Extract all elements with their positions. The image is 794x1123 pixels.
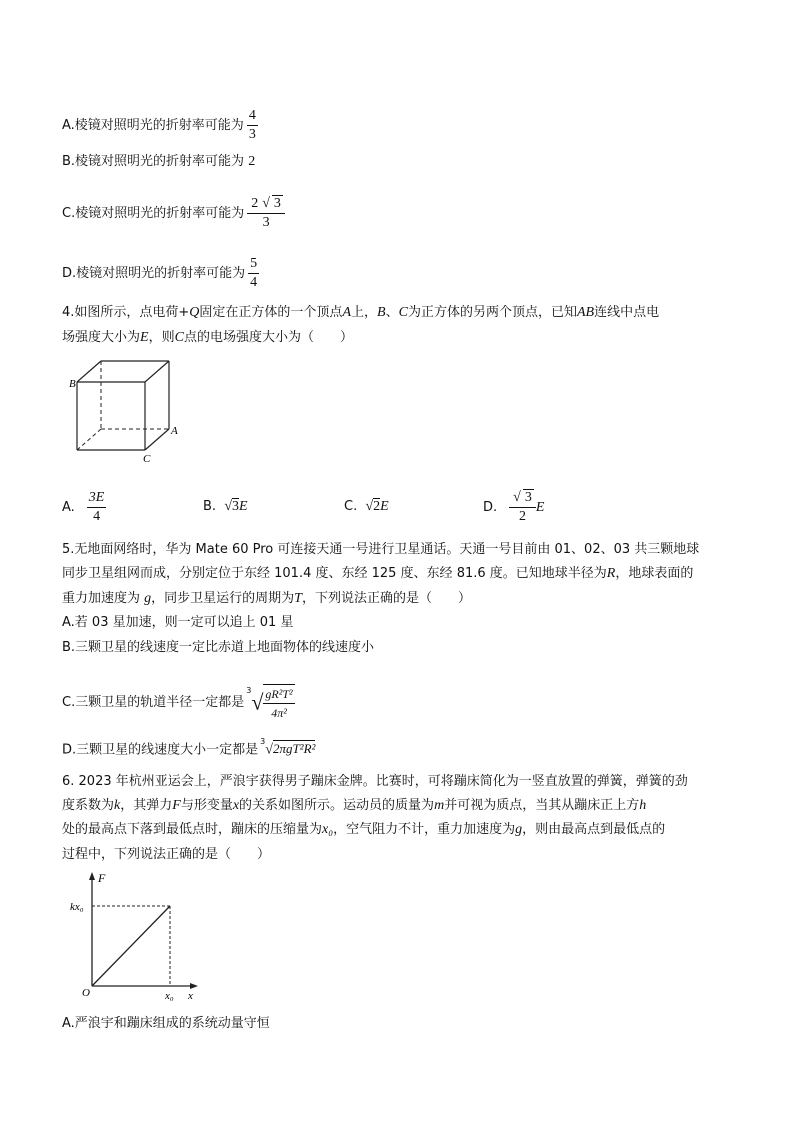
cube-figure (60, 350, 190, 465)
q3-option-c: C.棱镜对照明光的折射率可能为 $\frac{2 √ 3}{3}$ (62, 196, 285, 231)
vertex-a-label: A (171, 425, 178, 437)
q6-stem-line3: 处的最高点下落到最低点时，蹦床的压缩量为x₀，空气阻力不计，重力加速度为g，则由最高点到最低点的 (62, 822, 666, 837)
kx0-label: kx₀ (70, 901, 84, 913)
q4-option-b: B. √3E (203, 499, 248, 514)
force-line (92, 906, 170, 986)
x0-label: x₀ (165, 990, 174, 1002)
vertex-c-label: C (143, 453, 151, 465)
origin-label: O (82, 987, 90, 999)
q4-stem-line1: 4.如图所示，点电荷+Q固定在正方体的一个顶点A上，B、C为正方体的另两个顶点，已知AB连线中点电 (62, 305, 660, 320)
q5-stem-line3: 重力加速度为 g，同步卫星运行的周期为T，下列说法正确的是（ ） (62, 591, 471, 606)
q4-option-d: D. $\frac{√ 3}{2}$ E (483, 490, 545, 524)
q6-stem-line1: 6. 2023 年杭州亚运会上，严浪宇获得男子蹦床金牌。比赛时，可将蹦床简化为一竖直放置的弹簧，弹簧的劲 (62, 774, 688, 789)
vertex-b-label: B (69, 378, 76, 390)
x-axis-arrow (190, 983, 198, 989)
q5-option-c: C.三颗卫星的轨道半径一定都是$^3$√ $\frac{\text{gR²T²}}{\text{4π²}}$ (62, 685, 293, 720)
q5-option-a: A.若 03 星加速，则一定可以追上 01 星 (62, 615, 294, 630)
q4-stem-line2: 场强度大小为E，则C点的电场强度大小为（ ） (62, 330, 353, 345)
q6-stem-line2: 度系数为k，其弹力F与形变量x的关系如图所示。运动员的质量为m并可视为质点，当其从蹦床正上方h (62, 798, 647, 813)
fraction: $\frac{2 √ 3}{3}$ (247, 196, 285, 231)
q6-stem-line4: 过程中，下列说法正确的是（ ） (62, 847, 271, 862)
q5-option-d: D.三颗卫星的线速度大小一定都是$^3$√2πgT²R² (62, 737, 316, 758)
q6-option-a: A.严浪宇和蹦床组成的系统动量守恒 (62, 1016, 270, 1031)
q5-stem-line2: 同步卫星组网而成，分别定位于东经 101.4 度、东经 125 度、东经 81.6 度。已知地球半径为R，地球表面的 (62, 566, 694, 581)
fraction: $\frac{4}{3}$ (248, 108, 256, 142)
q5-stem-line1: 5.无地面网络时，华为 Mate 60 Pro 可连接天通一号进行卫星通话。天通一号目前由 01、02、03 共三颗地球 (62, 542, 700, 557)
f-axis-label: F (98, 871, 106, 885)
f-axis-arrow (89, 872, 95, 880)
q3-option-a: A.棱镜对照明光的折射率可能为 $\frac{4}{3}$ (62, 108, 256, 142)
q4-option-a: A. $\frac{3E}{4}$ (62, 490, 105, 524)
spring-force-graph (62, 868, 212, 1008)
fraction: $\frac{5}{4}$ (250, 256, 258, 290)
q3-option-d: D.棱镜对照明光的折射率可能为 $\frac{5}{4}$ (62, 256, 258, 290)
x-axis-label: x (188, 990, 193, 1002)
q3-option-b: B.棱镜对照明光的折射率可能为 2 (62, 154, 256, 169)
q5-option-b: B.三颗卫星的线速度一定比赤道上地面物体的线速度小 (62, 640, 375, 655)
q4-option-c: C. √2E (344, 499, 389, 514)
